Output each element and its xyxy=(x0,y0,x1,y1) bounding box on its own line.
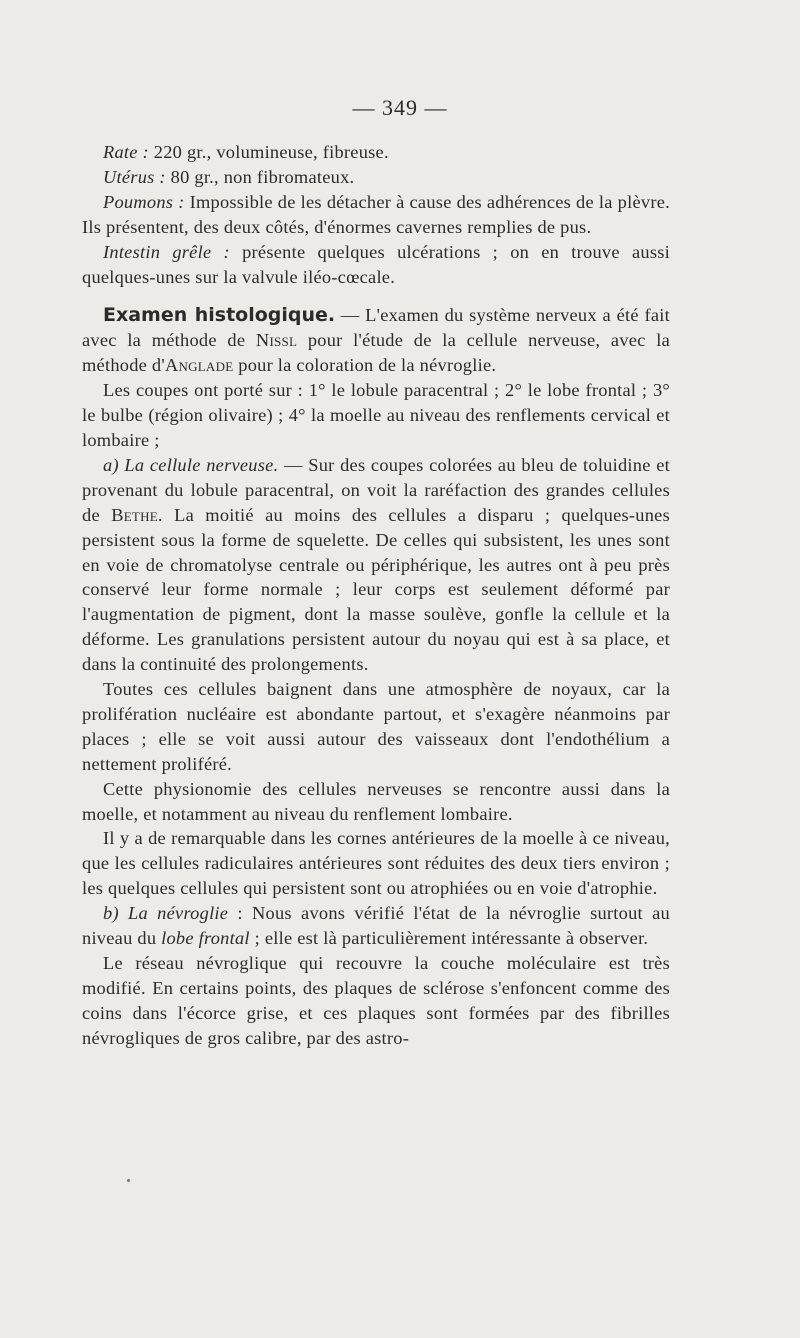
coupes-paragraph: Les coupes ont porté sur : 1° le lobule paracentral ; 2° le lobe frontal ; 3° le bulbe (région olivaire) ; 4° la moelle au niveau des renflements cervical et lombaire ; xyxy=(82,380,670,450)
author-bethe: Bethe xyxy=(111,504,158,525)
nevroglie-paragraph xyxy=(82,901,670,951)
page-body xyxy=(82,140,670,1051)
cellule-text-1: — Sur des coupes colorées au bleu de toluidine et provenant du lobule paracentral, on voit la raréfaction des grandes cellules de xyxy=(82,454,670,525)
nevroglie-label: b) La névroglie xyxy=(103,903,229,924)
poumons-paragraph xyxy=(82,190,670,240)
section-heading: Examen histologique. xyxy=(103,304,336,327)
section-intro-1: — L'examen du système nerveux a été fait avec la méthode de xyxy=(82,305,670,351)
paper-speck xyxy=(127,1179,130,1182)
rate-label: Rate : xyxy=(103,142,149,162)
cette-paragraph: Cette physionomie des cellules nerveuses se rencontre aussi dans la moelle, et notamment au niveau du renflement lombaire. xyxy=(82,778,670,824)
rate-line xyxy=(82,140,670,165)
author-anglade: Anglade xyxy=(164,355,234,376)
rate-text: 220 gr., volumineuse, fibreuse. xyxy=(148,142,389,162)
page-number: — 349 — xyxy=(352,95,448,120)
section-intro-2: pour l'étude de la cellule nerveuse, avec la méthode d' xyxy=(82,330,670,376)
uterus-label: Utérus : xyxy=(103,166,166,187)
poumons-text: Impossible de les détacher à cause des adhérences de la plèvre. Ils présentent, des deux côtés, d'énormes cavernes remplies de pus. xyxy=(82,191,670,237)
cellule-text-2: . La moitié au moins des cellules a disparu ; quelques-unes persistent sous la forme de squelette. De celles qui subsistent, les unes sont en voie de chromatolyse centrale ou périphérique, les autres ont à peu près conservé leur forme normale ; leur corps est seulement déformé par l'augmentation de pigment, dont la masse soulève, gonfle la cellule et la déforme. Les granulations persistent autour du noyau qui est à sa place, et dans la continuité des prolongements. xyxy=(82,504,670,675)
poumons-label: Poumons : xyxy=(103,191,185,212)
reseau-paragraph: Le réseau névroglique qui recouvre la couche moléculaire est très modifié. En certains points, des plaques de sclérose s'enfoncent comme des coins dans l'écorce grise, et ces plaques sont formées par des fibrilles névrogliques de gros calibre, par des astro- xyxy=(82,953,670,1048)
nevroglie-text-1: : Nous avons vérifié l'état de la névroglie surtout au niveau du xyxy=(82,903,670,949)
uterus-text: 80 gr., non fibromateux. xyxy=(165,166,355,187)
lobe-frontal: lobe frontal xyxy=(161,928,250,949)
cellule-paragraph xyxy=(82,453,670,677)
cellule-label: a) La cellule nerveuse. xyxy=(103,454,279,475)
author-nissl: Nissl xyxy=(255,330,298,351)
section-intro-3: pour la coloration de la névroglie. xyxy=(233,355,497,376)
intestin-paragraph xyxy=(82,240,670,290)
section-paragraph xyxy=(82,303,670,378)
nevroglie-text-2: ; elle est là particulièrement intéressante à observer. xyxy=(249,928,649,949)
toutes-paragraph: Toutes ces cellules baignent dans une atmosphère de noyaux, car la prolifération nucléaire est abondante partout, et s'exagère néanmoins par places ; elle se voit aussi autour des vaisseaux dont l'endothélium a nettement proliféré. xyxy=(82,679,670,774)
ilya-paragraph: Il y a de remarquable dans les cornes antérieures de la moelle à ce niveau, que les cellules radiculaires antérieures sont réduites des deux tiers environ ; les quelques cellules qui persistent sont ou atrophiées ou en voie d'atrophie. xyxy=(82,828,670,899)
uterus-line xyxy=(82,165,670,190)
intestin-text: présente quelques ulcérations ; on en trouve aussi quelques-unes sur la valvule iléo-cœcale. xyxy=(82,241,670,287)
intestin-label: Intestin grêle : xyxy=(103,241,230,262)
